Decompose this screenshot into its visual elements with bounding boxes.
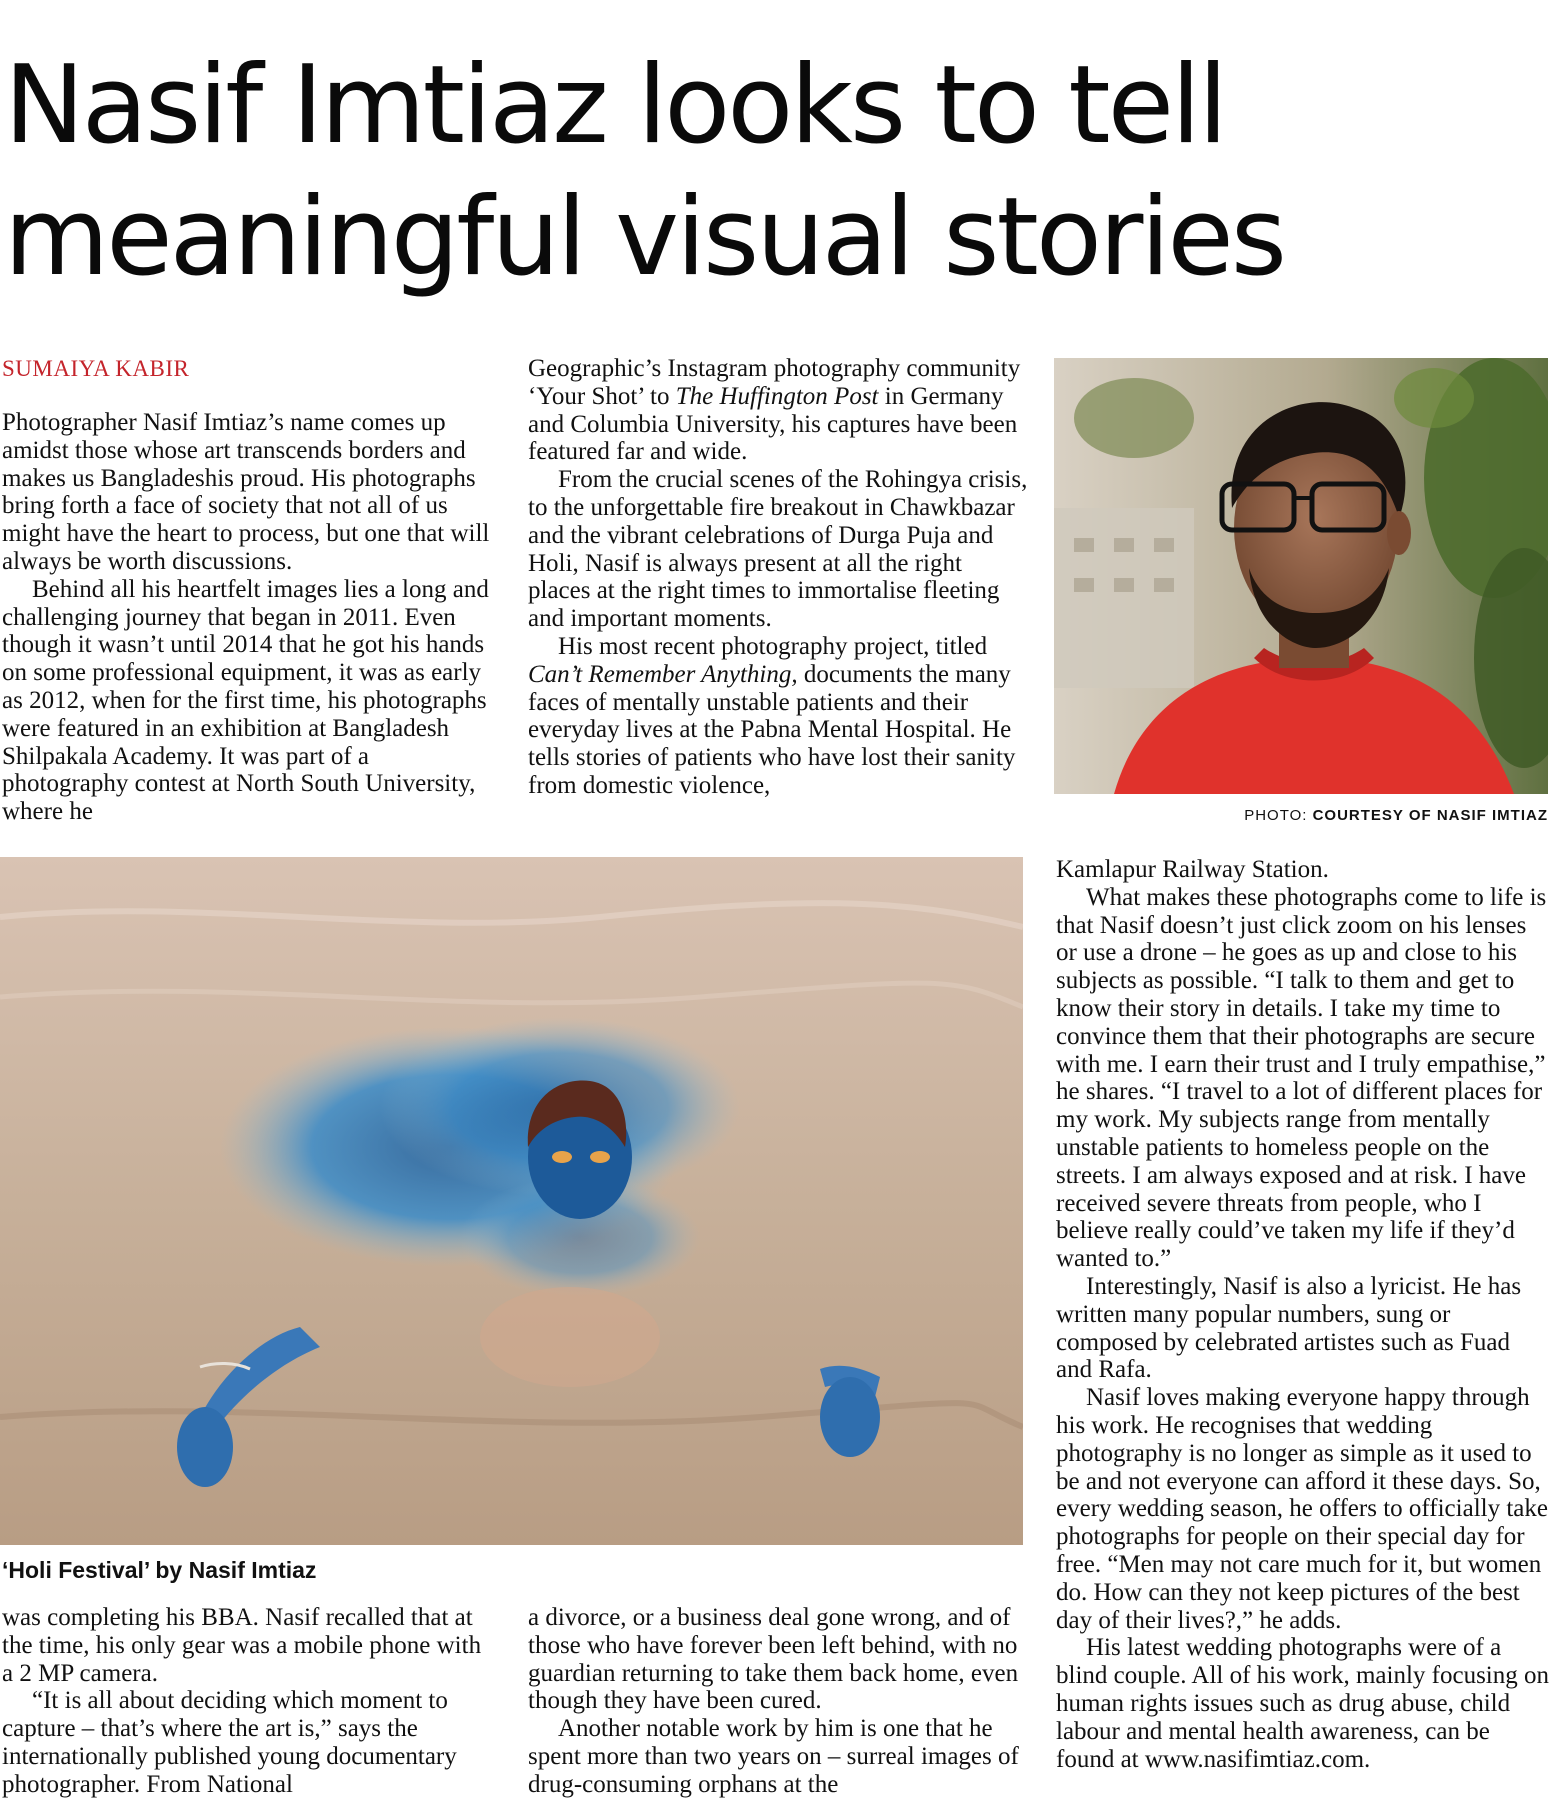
holi-image — [0, 857, 1023, 1545]
paragraph: Kamlapur Railway Station. — [1056, 856, 1329, 883]
text: Geographic’s Instagram photography community ‘Your Shot’ to — [528, 355, 1021, 410]
paragraph: Behind all his heartfelt images lies a long and challenging journey that began in 2011. Even though it wasn’t until 2014 that he got his hands on some professional equipment, it was as early as 2012, when for the first time, his photographs were featured in an exhibition at Bangladesh Shilpakala Academy. It was part of a photography contest at North South University, where he — [2, 575, 489, 826]
photo-credit — [1000, 807, 1548, 824]
column-2-bottom — [528, 1604, 1028, 1799]
paragraph: What makes these photographs come to life is that Nasif doesn’t just click zoom on his lenses or use a drone – he goes as up and close to his subjects as possible. “I talk to them and get to know their story in details. I take my time to convince them that their photographs are secure with me. I earn their trust and I truly empathise,” he shares. “I travel to a lot of different places for my work. My subjects range from mentally unstable patients to homeless people on the streets. I am always exposed and at risk. I have received severe threats from people, who I believe really could’ve taken my life if they’d wanted to.” — [1056, 883, 1547, 1273]
portrait-photo — [1054, 358, 1548, 794]
paragraph: His latest wedding photographs were of a blind couple. All of his work, mainly focusing on human rights issues such as drug abuse, child labour and mental health awareness, can be found at www.nasifimtiaz.com. — [1056, 1634, 1550, 1773]
text: documents the many faces of mentally unstable patients and their everyday lives at the Pabna Mental Hospital. He tells stories of patients who have lost their sanity from domestic violence, — [528, 660, 1016, 799]
project-title: Can’t Remember Anything, — [528, 660, 798, 688]
paragraph: Interestingly, Nasif is also a lyricist. He has written many popular numbers, sung or composed by celebrated artistes such as Fuad and Rafa. — [1056, 1272, 1522, 1384]
paragraph: was completing his BBA. Nasif recalled that at the time, his only gear was a mobile phone with a 2 MP camera. — [2, 1604, 482, 1687]
column-2-top — [528, 355, 1028, 800]
credit-prefix: PHOTO: — [1244, 807, 1313, 824]
paragraph: Another notable work by him is one that he spent more than two years on – surreal images of drug-consuming orphans at the — [528, 1715, 1019, 1798]
photo-caption: ‘Holi Festival’ by Nasif Imtiaz — [2, 1557, 317, 1583]
paragraph: “It is all about deciding which moment to capture – that’s where the art is,” says the internationally published young documentary photographer. From National — [2, 1687, 457, 1798]
text: in Germany and Columbia University, his captures have been featured far and wide. — [528, 382, 1018, 466]
publication-name: The Huffington Post — [675, 382, 879, 410]
paragraph: Nasif loves making everyone happy through his work. He recognises that wedding photography is no longer as simple as it used to be and not everyone can afford it these days. So, every wedding season, he offers to officially take photographs for people on their special day for free. “Men may not care much for it, but women do. How can they not keep pictures of the best day of their lives?,” he adds. — [1056, 1384, 1548, 1634]
paragraph: From the crucial scenes of the Rohingya crisis, to the unforgettable fire breakout in Chawkbazar and the vibrant celebrations of Durga Puja and Holi, Nasif is always present at all the right places at the right times to immortalise fleeting and important moments. — [528, 466, 1028, 633]
paragraph: Photographer Nasif Imtiaz’s name comes up amidst those whose art transcends borders and makes us Bangladeshis proud. His photographs bring forth a face of society that not all of us might have the heart to process, but one that will always be worth discussions. — [2, 409, 490, 575]
holi-festival-photo — [0, 857, 1023, 1545]
column-1-top — [2, 409, 494, 826]
text: His most recent photography project, titled — [558, 632, 988, 660]
credit-name: COURTESY OF NASIF IMTIAZ — [1312, 807, 1548, 824]
byline: SUMAIYA KABIR — [2, 356, 190, 381]
headline: Nasif Imtiaz looks to tell meaningful visual stories — [4, 43, 1285, 300]
paragraph — [528, 355, 1028, 466]
column-1-bottom — [2, 1604, 494, 1799]
paragraph — [528, 633, 1028, 800]
paragraph: a divorce, or a business deal gone wrong, and of those who have forever been left behind, with no guardian returning to take them back home, even though they have been cured. — [528, 1604, 1019, 1715]
column-3 — [1056, 856, 1550, 1773]
portrait-image — [1054, 358, 1548, 794]
